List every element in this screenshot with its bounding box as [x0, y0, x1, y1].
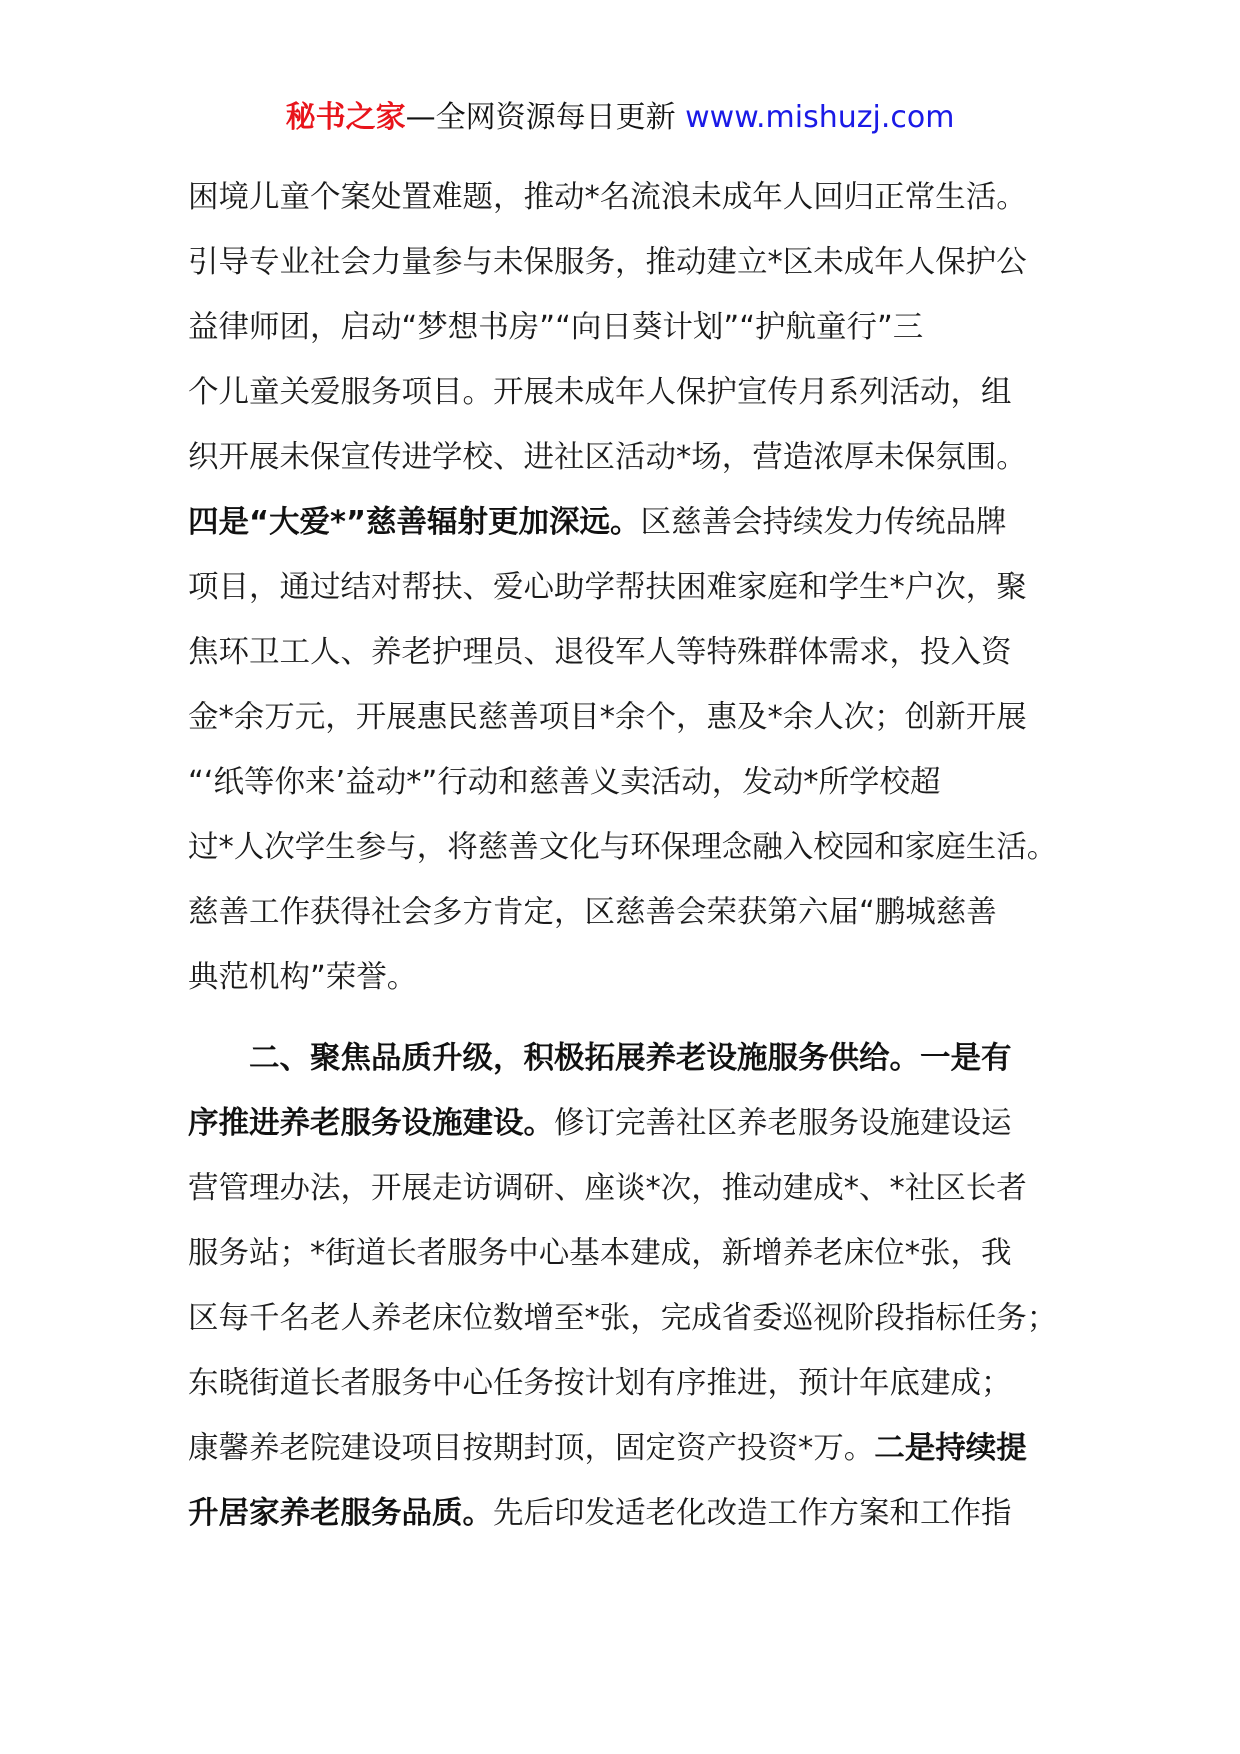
text-line: “‘纸等你来’益动*”行动和慈善义卖活动，发动*所学校超 — [188, 765, 941, 800]
text-line: 区每千名老人养老床位数增至*张，完成省委巡视阶段指标任务； — [188, 1301, 1058, 1336]
section-heading-bold: 四是“大爱*”慈善辐射更加深远。 — [188, 505, 641, 540]
text-line — [188, 1416, 1088, 1481]
text-line: 困境儿童个案处置难题，推动*名流浪未成年人回归正常生活。 — [188, 180, 1027, 215]
page-header — [0, 98, 1240, 138]
header-url-link[interactable]: www.mishuzj.com — [685, 100, 955, 135]
paragraph-2 — [188, 1026, 1088, 1546]
header-brand: 秘书之家 — [285, 100, 406, 135]
text-line: 过*人次学生参与，将慈善文化与环保理念融入校园和家庭生活。 — [188, 830, 1058, 865]
text-line: 个儿童关爱服务项目。开展未成年人保护宣传月系列活动，组 — [188, 375, 1012, 410]
text-run: 修订完善社区养老服务设施建设运 — [554, 1106, 1012, 1141]
section-heading-bold: 序推进养老服务设施建设。 — [188, 1106, 554, 1141]
text-line: 服务站；*街道长者服务中心基本建成，新增养老床位*张，我 — [188, 1236, 1012, 1271]
text-run: 区慈善会持续发力传统品牌 — [640, 505, 1007, 540]
text-line: 营管理办法，开展走访调研、座谈*次，推动建成*、*社区长者 — [188, 1171, 1027, 1206]
text-line: 慈善工作获得社会多方肯定，区慈善会荣获第六届“鹏城慈善 — [188, 895, 997, 930]
text-run: 先后印发适老化改造工作方案和工作指 — [493, 1496, 1012, 1531]
text-line: 益律师团，启动“梦想书房”“向日葵计划”“护航童行”三 — [188, 310, 924, 345]
header-tagline: —全网资源每日更新 — [405, 100, 686, 135]
paragraph-1 — [188, 165, 1088, 1010]
section-heading-bold: 二、聚焦品质升级，积极拓展养老设施服务供给。一是有 — [249, 1041, 1012, 1076]
text-line — [188, 1481, 1088, 1546]
text-line: 东晓街道长者服务中心任务按计划有序推进，预计年底建成； — [188, 1366, 1012, 1401]
text-line: 焦环卫工人、养老护理员、退役军人等特殊群体需求，投入资 — [188, 635, 1012, 670]
section-heading-bold: 二是持续提 — [874, 1431, 1027, 1466]
text-line — [188, 1091, 1088, 1156]
paragraph-spacer — [188, 1010, 1088, 1026]
section-heading-bold: 升居家养老服务品质。 — [188, 1496, 493, 1531]
text-run: 康馨养老院建设项目按期封顶，固定资产投资*万。 — [188, 1431, 875, 1466]
text-line: 织开展未保宣传进学校、进社区活动*场，营造浓厚未保氛围。 — [188, 440, 1027, 475]
text-line: 项目，通过结对帮扶、爱心助学帮扶困难家庭和学生*户次，聚 — [188, 570, 1027, 605]
text-line: 金*余万元，开展惠民慈善项目*余个，惠及*余人次；创新开展 — [188, 700, 1027, 735]
document-body — [188, 165, 1088, 1546]
text-line — [188, 490, 1088, 555]
text-line: 典范机构”荣誉。 — [188, 960, 418, 995]
text-line: 引导专业社会力量参与未保服务，推动建立*区未成年人保护公 — [188, 245, 1027, 280]
